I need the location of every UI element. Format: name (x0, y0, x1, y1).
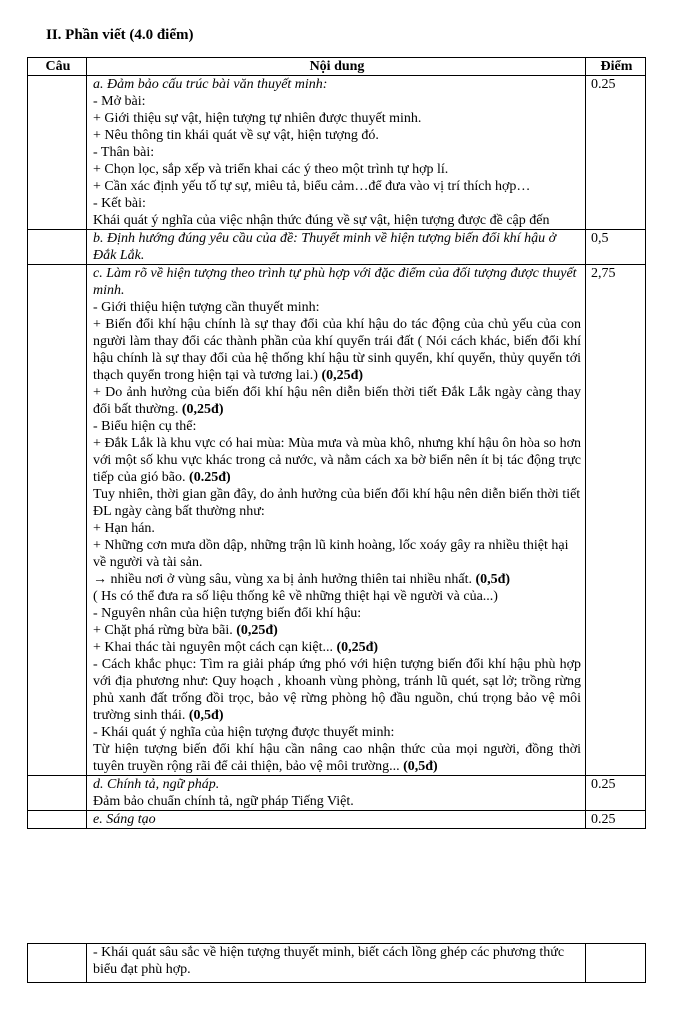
content-cell (87, 76, 586, 230)
score-note: (0,25đ) (181, 402, 224, 417)
row-heading: a. Đảm bảo cấu trúc bài văn thuyết minh: (93, 77, 328, 92)
score-note: (0,25đ) (321, 368, 364, 383)
row-heading: b. Định hướng đúng yêu cầu của đề: Thuyết minh về hiện tượng biến đổi khí hậu ở Đắk Lắk. (93, 231, 557, 263)
score-note: (0,25đ) (336, 640, 379, 655)
cau-cell (28, 776, 87, 811)
row-heading: e. Sáng tạo (93, 812, 156, 827)
content-line: Đảm bảo chuẩn chính tả, ngữ pháp Tiếng Việt. (93, 794, 354, 809)
header-diem: Điểm (586, 58, 646, 76)
table-row-e (28, 811, 646, 829)
score-cell: 0.25 (586, 776, 646, 811)
cau-cell (28, 76, 87, 230)
content-line: - Biểu hiện cụ thể: (93, 419, 197, 434)
table-row-extra (28, 944, 646, 983)
content-cell (87, 230, 586, 265)
score-cell: 0.25 (586, 811, 646, 829)
table-row-d (28, 776, 646, 811)
content-line: - Thân bài: (93, 145, 155, 160)
content-line: - Nguyên nhân của hiện tượng biến đổi khí hậu: (93, 606, 362, 621)
content-line: → nhiều nơi ở vùng sâu, vùng xa bị ảnh hưởng thiên tai nhiều nhất. (0,5đ) (93, 572, 511, 587)
score-cell (586, 944, 646, 983)
content-line: + Giới thiệu sự vật, hiện tượng tự nhiên được thuyết minh. (93, 111, 422, 126)
score-cell: 0,5 (586, 230, 646, 265)
content-line: + Đắk Lắk là khu vực có hai mùa: Mùa mưa và mùa khô, nhưng khí hậu ôn hòa so hơn với một số khu vực khác trong cả nước, và nằm cách xa bờ biển nên ít bị tác động trực tiếp của gió bão. (0.25đ) (93, 436, 581, 485)
table-row-c (28, 265, 646, 776)
content-line: ( Hs có thể đưa ra số liệu thống kê về những thiệt hại về người và của...) (93, 589, 498, 604)
content-line: + Những cơn mưa dồn dập, những trận lũ kinh hoàng, lốc xoáy gây ra nhiều thiệt hại về người và tài sản. (93, 538, 569, 570)
score-note: (0,5đ) (403, 759, 438, 774)
content-line: + Biến đổi khí hậu chính là sự thay đổi của khí hậu do tác động của chủ yếu của con người làm thay đổi các thành phần của khí quyển trái đất ( Nói cách khác, biến đổi khí hậu chính là sự thay đổi của hệ thống khí hậu từ sinh quyển, khí quyển, thủy quyển tới thạch quyển trong hiện tại và tương lai.) (0,25đ) (93, 317, 581, 383)
score-note: (0.25đ) (189, 470, 231, 485)
content-line: - Khái quát ý nghĩa của hiện tượng được thuyết minh: (93, 725, 395, 740)
cau-cell (28, 811, 87, 829)
score-cell: 0.25 (586, 76, 646, 230)
content-cell (87, 811, 586, 829)
content-line: + Do ảnh hưởng của biến đổi khí hậu nên diễn biến thời tiết Đắk Lắk ngày càng thay đổi bất thường. (0,25đ) (93, 385, 581, 417)
content-line: Khái quát ý nghĩa của việc nhận thức đúng về sự vật, hiện tượng được đề cập đến (93, 213, 550, 228)
content-line: + Cần xác định yếu tố tự sự, miêu tả, biểu cảm…để đưa vào vị trí thích hợp… (93, 179, 531, 194)
cau-cell (28, 230, 87, 265)
row-heading: c. Làm rõ về hiện tượng theo trình tự phù hợp với đặc điểm của đối tượng được thuyết minh. (93, 266, 577, 298)
content-line: - Kết bài: (93, 196, 146, 211)
header-row (28, 58, 646, 76)
section-title: II. Phần viết (4.0 điểm) (46, 27, 194, 43)
content-cell: - Khái quát sâu sắc về hiện tượng thuyết minh, biết cách lồng ghép các phương thức biểu đạt phù hợp. (87, 944, 586, 983)
content-line: Từ hiện tượng biến đổi khí hậu cần nâng cao nhận thức của mọi người, đồng thời tuyên truyền rộng rãi để cải thiện, bảo vệ môi trường... (0,5đ) (93, 742, 581, 774)
table-row-b (28, 230, 646, 265)
extra-table (27, 943, 646, 983)
content-line: + Khai thác tài nguyên một cách cạn kiệt... (0,25đ) (93, 640, 379, 655)
content-line: + Nêu thông tin khái quát về sự vật, hiện tượng đó. (93, 128, 379, 143)
content-line: - Cách khắc phục: Tìm ra giải pháp ứng phó với hiện tượng biến đổi khí hậu phù hợp với địa phương như: Quy hoạch , khoanh vùng phòng, tránh lũ quét, sạt lở; trồng rừng phủ xanh đất trống đồi trọc, bảo vệ rừng phòng hộ đầu nguồn, chú trọng bảo vệ môi trường sinh thái. (0,5đ) (93, 657, 581, 723)
row-heading: d. Chính tả, ngữ pháp. (93, 777, 220, 792)
score-cell: 2,75 (586, 265, 646, 776)
content-line: - Mở bài: (93, 94, 146, 109)
content-cell (87, 776, 586, 811)
score-note: (0,25đ) (236, 623, 278, 638)
table-row-a (28, 76, 646, 230)
content-line: - Giới thiệu hiện tượng cần thuyết minh: (93, 300, 320, 315)
content-line: + Chọn lọc, sắp xếp và triển khai các ý theo một trình tự hợp lí. (93, 162, 449, 177)
cau-cell (28, 265, 87, 776)
score-note: (0,5đ) (188, 708, 224, 723)
content-line: Tuy nhiên, thời gian gần đây, do ảnh hưởng của biến đổi khí hậu nên diễn biến thời tiết ĐL ngày càng bất thường như: (93, 487, 581, 519)
grading-table (27, 57, 646, 829)
header-noi-dung: Nội dung (87, 58, 586, 76)
score-note: (0,5đ) (475, 572, 511, 587)
cau-cell (28, 944, 87, 983)
content-cell (87, 265, 586, 776)
header-cau: Câu (28, 58, 87, 76)
content-line: + Hạn hán. (93, 521, 155, 536)
content-line: + Chặt phá rừng bừa bãi. (0,25đ) (93, 623, 278, 638)
